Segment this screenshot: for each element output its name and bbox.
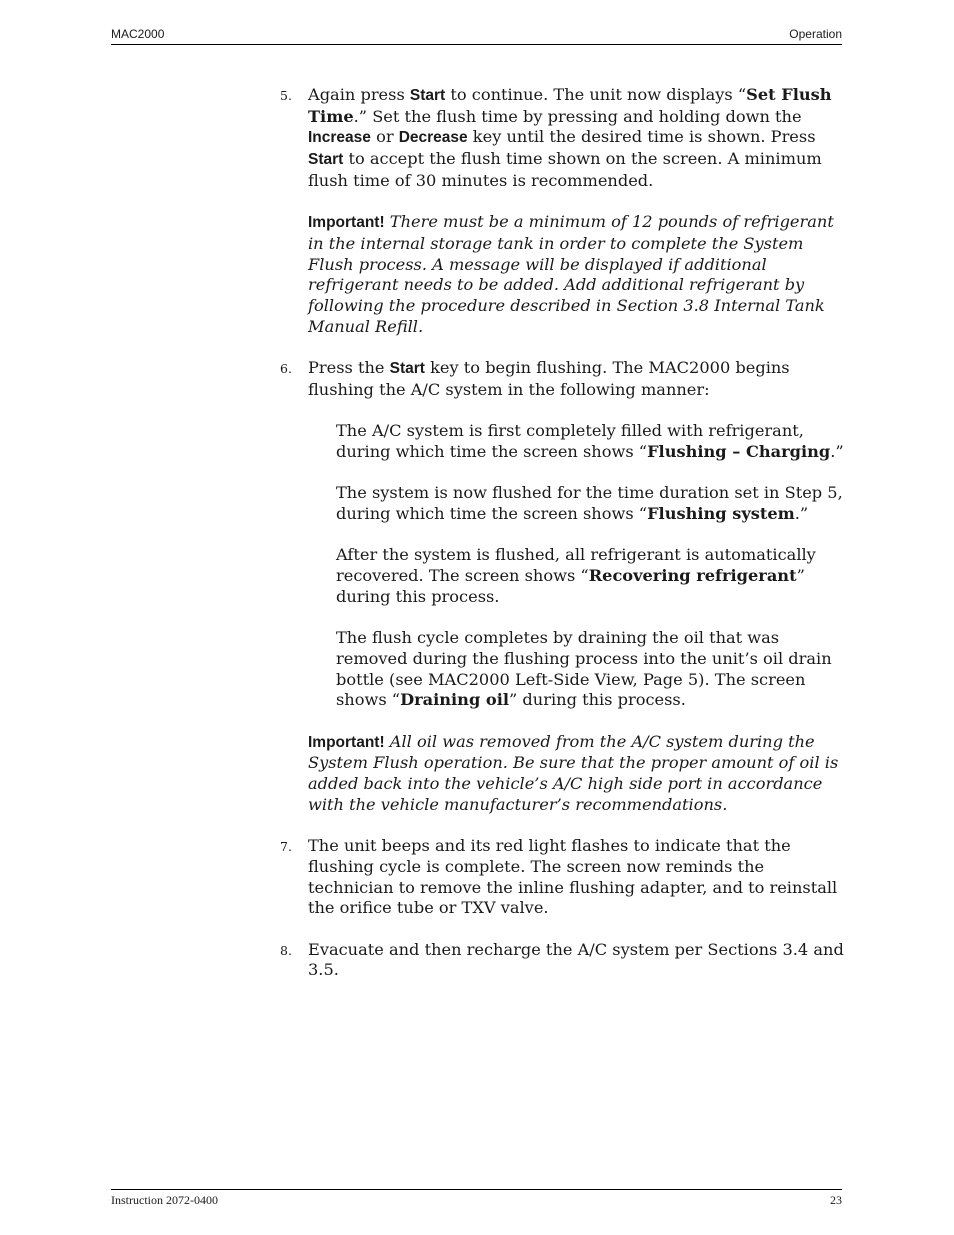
- important-note-refrigerant: Important! There must be a minimum of 12 pounds of refrigerant in the internal storage tank in order to complete the System Flush process. A message will be displayed if additional refrigerant needs to be added. Add additional refrigerant by following the procedure described in Section 3.8 Internal Tank Manual Refill.: [308, 212, 834, 336]
- step-text: Press the Start key to begin flushing. The MAC2000 begins flushing the A/C system in the following manner:: [308, 358, 790, 399]
- step-text: Evacuate and then recharge the A/C system per Sections 3.4 and 3.5.: [308, 939, 844, 980]
- step-5: [280, 85, 853, 192]
- substep-flushing: The system is now flushed for the time duration set in Step 5, during which time the screen shows “Flushing system.”: [336, 483, 843, 523]
- step-6: [280, 358, 853, 400]
- important-note-oil: Important! All oil was removed from the A/C system during the System Flush operation. Be sure that the proper amount of oil is added back into the vehicle’s A/C high side port in accordance with the vehicle manufacturer’s recommendations.: [308, 731, 839, 814]
- substep-charging: The A/C system is first completely filled with refrigerant, during which time the screen shows “Flushing – Charging.”: [336, 421, 844, 461]
- step-text: Again press Start to continue. The unit now displays “Set Flush Time.” Set the flush time by pressing and holding down the Increase or Decrease key until the desired time is shown. Press Start to accept the flush time shown on the screen. A minimum flush time of 30 minutes is recommended.: [308, 85, 832, 190]
- step-number: 5.: [280, 88, 292, 103]
- page-footer: [111, 1189, 842, 1207]
- substep-draining: The flush cycle completes by draining the oil that was removed during the flushing process into the unit’s oil drain bottle (see MAC2000 Left-Side View, Page 5). The screen shows “Draining oil” during this process.: [336, 628, 832, 710]
- footer-doc-number: Instruction 2072-0400: [111, 1193, 218, 1207]
- step-number: 8.: [280, 942, 292, 958]
- step-7: [280, 836, 853, 919]
- important-label: Important!: [308, 733, 385, 751]
- step-number: 7.: [280, 839, 292, 855]
- key-start: Start: [308, 151, 344, 169]
- display-set-flush-time: Set Flush Time: [308, 85, 832, 126]
- step-number: 6.: [280, 361, 292, 377]
- step-8: [280, 939, 853, 981]
- step-text: The unit beeps and its red light flashes to indicate that the flushing cycle is complete. The screen now reminds the technician to remove the inline flushing adapter, and to reinstall the orifice tube or TXV valve.: [308, 836, 838, 918]
- key-start: Start: [409, 87, 446, 104]
- page-header: [111, 27, 842, 45]
- header-product: MAC2000: [111, 27, 165, 41]
- key-decrease: Decrease: [398, 129, 468, 147]
- key-increase: Increase: [308, 129, 371, 147]
- key-start: Start: [389, 360, 425, 378]
- header-section: Operation: [789, 27, 842, 41]
- page-body: [280, 85, 853, 981]
- important-label: Important!: [308, 214, 385, 232]
- page-number: 23: [830, 1193, 842, 1207]
- substep-recovering: After the system is flushed, all refrigerant is automatically recovered. The screen shows “Recovering refrigerant” during this process.: [336, 545, 816, 606]
